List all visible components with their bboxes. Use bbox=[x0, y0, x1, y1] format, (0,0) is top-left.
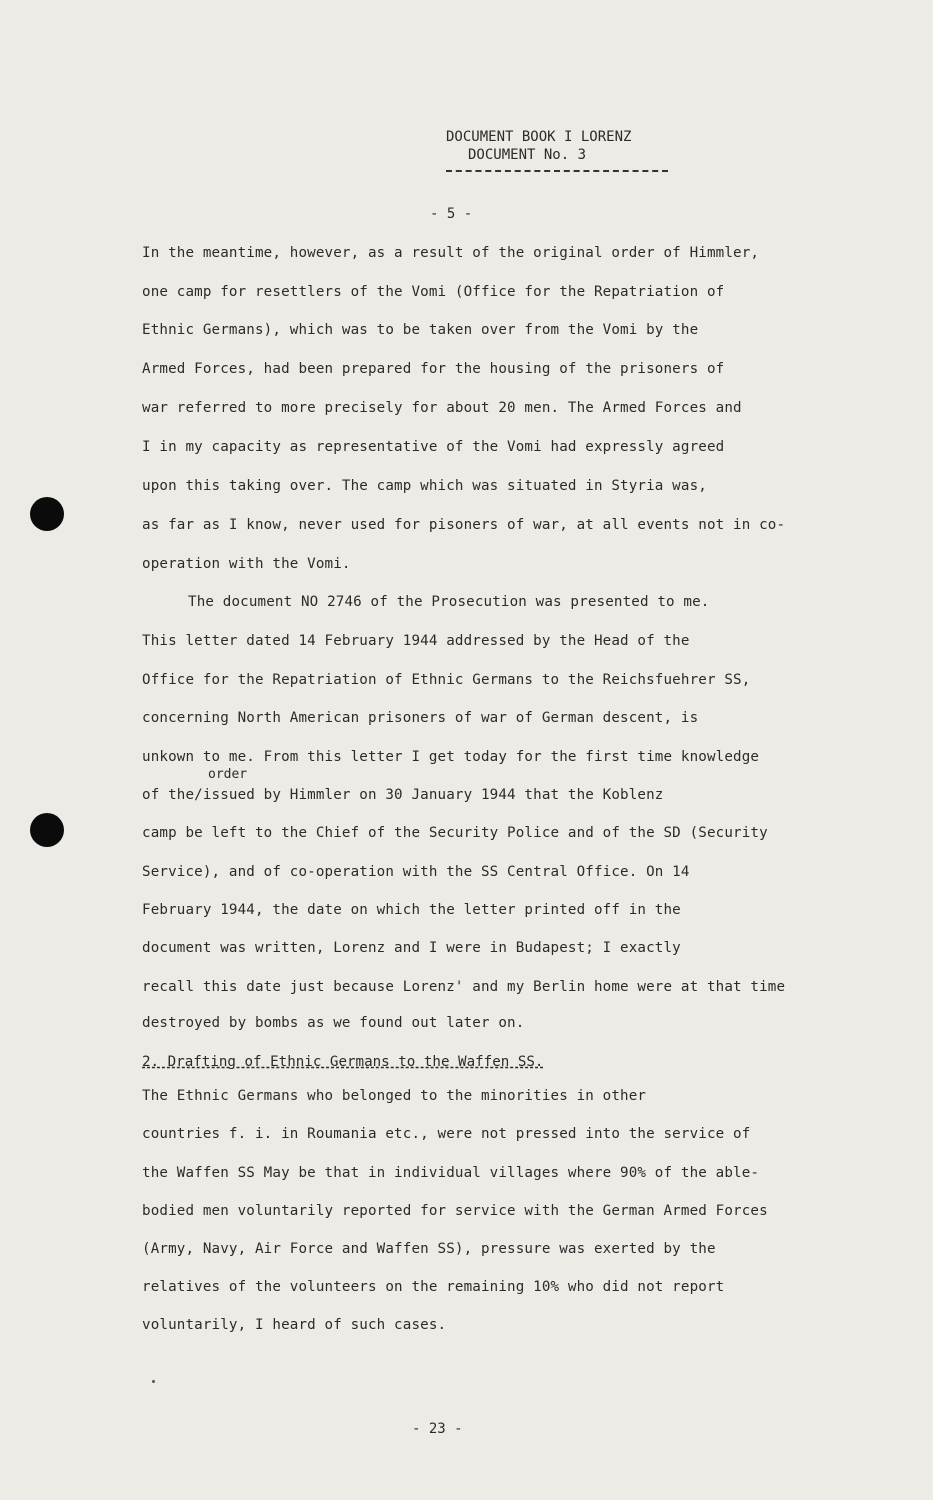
p1-line-9: operation with the Vomi. bbox=[142, 556, 351, 572]
p3-line-2: countries f. i. in Roumania etc., were not pressed into the service of bbox=[142, 1126, 751, 1142]
p1-line-3: Ethnic Germans), which was to be taken over from the Vomi by the bbox=[142, 322, 699, 338]
p2-line-6: of the/issued by Himmler on 30 January 1944 that the Koblenz bbox=[142, 787, 664, 803]
p3-line-7: voluntarily, I heard of such cases. bbox=[142, 1317, 447, 1333]
p2-line-8: Service), and of co-operation with the SS Central Office. On 14 bbox=[142, 864, 690, 880]
page-number-top: - 5 - bbox=[430, 206, 473, 222]
punch-hole-top bbox=[30, 497, 64, 531]
p3-line-6: relatives of the volunteers on the remaining 10% who did not report bbox=[142, 1279, 725, 1295]
punch-hole-bottom bbox=[30, 813, 64, 847]
p1-line-5: war referred to more precisely for about 20 men. The Armed Forces and bbox=[142, 400, 742, 416]
section-heading: 2. Drafting of Ethnic Germans to the Waffen SS. bbox=[142, 1054, 544, 1070]
p1-line-4: Armed Forces, had been prepared for the housing of the prisoners of bbox=[142, 361, 725, 377]
document-header bbox=[446, 128, 706, 172]
p2-line-10: document was written, Lorenz and I were in Budapest; I exactly bbox=[142, 940, 681, 956]
p2-line-3: Office for the Repatriation of Ethnic Germans to the Reichsfuehrer SS, bbox=[142, 672, 751, 688]
p1-line-6: I in my capacity as representative of the Vomi had expressly agreed bbox=[142, 439, 725, 455]
p2-line-5: unkown to me. From this letter I get today for the first time knowledge bbox=[142, 749, 760, 765]
p1-line-8: as far as I know, never used for pisoners of war, at all events not in co- bbox=[142, 517, 786, 533]
p2-line-1: The document NO 2746 of the Prosecution was presented to me. bbox=[188, 594, 710, 610]
p1-line-2: one camp for resettlers of the Vomi (Office for the Repatriation of bbox=[142, 284, 725, 300]
paper-speck bbox=[152, 1380, 155, 1383]
page-number-bottom: - 23 - bbox=[412, 1421, 463, 1437]
p1-line-1: In the meantime, however, as a result of the original order of Himmler, bbox=[142, 245, 760, 261]
p2-line-9: February 1944, the date on which the letter printed off in the bbox=[142, 902, 681, 918]
p2-line-4: concerning North American prisoners of war of German descent, is bbox=[142, 710, 699, 726]
p2-line-7: camp be left to the Chief of the Security Police and of the SD (Security bbox=[142, 825, 768, 841]
p3-line-3: the Waffen SS May be that in individual villages where 90% of the able- bbox=[142, 1165, 760, 1181]
p3-line-1: The Ethnic Germans who belonged to the minorities in other bbox=[142, 1088, 647, 1104]
inserted-word: order bbox=[208, 767, 248, 782]
header-rule bbox=[446, 170, 668, 172]
p2-line-11: recall this date just because Lorenz' and my Berlin home were at that time bbox=[142, 979, 786, 995]
header-line-1: DOCUMENT BOOK I LORENZ bbox=[446, 129, 632, 145]
p1-line-7: upon this taking over. The camp which was situated in Styria was, bbox=[142, 478, 707, 494]
p2-line-2: This letter dated 14 February 1944 addressed by the Head of the bbox=[142, 633, 690, 649]
p3-line-4: bodied men voluntarily reported for service with the German Armed Forces bbox=[142, 1203, 768, 1219]
header-line-2: DOCUMENT No. 3 bbox=[468, 147, 587, 163]
p2-line-12: destroyed by bombs as we found out later on. bbox=[142, 1015, 525, 1031]
p3-line-5: (Army, Navy, Air Force and Waffen SS), pressure was exerted by the bbox=[142, 1241, 716, 1257]
